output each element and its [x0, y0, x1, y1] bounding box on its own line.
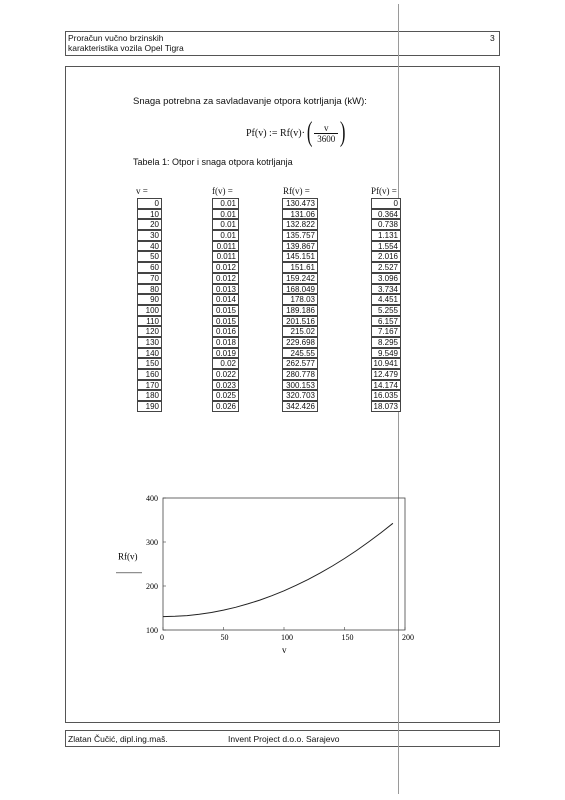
- column-f: [212, 198, 239, 412]
- column-v: [137, 198, 162, 412]
- R-cell: 215.02: [282, 326, 318, 337]
- R-cell: 280.778: [282, 369, 318, 380]
- col-header-v: v =: [136, 186, 148, 196]
- formula-numerator: v: [324, 122, 329, 133]
- formula-paren-left: (: [306, 117, 313, 148]
- f-cell: 0.01: [212, 219, 239, 230]
- R-cell: 245.55: [282, 348, 318, 359]
- y-tick-label: 400: [146, 494, 158, 503]
- formula: [246, 116, 348, 150]
- col-header-P: Pf(v) =: [371, 186, 397, 196]
- v-cell: 170: [137, 380, 162, 391]
- col-header-R: Rf(v) =: [283, 186, 310, 196]
- v-cell: 160: [137, 369, 162, 380]
- v-cell: 0: [137, 198, 162, 209]
- R-cell: 130.473: [282, 198, 318, 209]
- P-cell: 0.364: [371, 209, 401, 220]
- P-cell: 4.451: [371, 294, 401, 305]
- f-cell: 0.01: [212, 198, 239, 209]
- P-cell: 6.157: [371, 316, 401, 327]
- v-cell: 120: [137, 326, 162, 337]
- chart-xlabel: v: [282, 645, 287, 655]
- chart-ticks: [146, 494, 414, 642]
- R-cell: 189.186: [282, 305, 318, 316]
- f-cell: 0.018: [212, 337, 239, 348]
- v-cell: 180: [137, 390, 162, 401]
- header-title-line2: karakteristika vozila Opel Tigra: [68, 43, 184, 53]
- P-cell: 16.035: [371, 390, 401, 401]
- y-tick-label: 100: [146, 626, 158, 635]
- y-tick-label: 200: [146, 582, 158, 591]
- R-cell: 320.703: [282, 390, 318, 401]
- table-caption: Tabela 1: Otpor i snaga otpora kotrljanja: [133, 157, 293, 167]
- P-cell: 8.295: [371, 337, 401, 348]
- header-title: [68, 33, 184, 53]
- P-cell: 2.527: [371, 262, 401, 273]
- P-cell: 3.734: [371, 284, 401, 295]
- v-cell: 10: [137, 209, 162, 220]
- R-cell: 300.153: [282, 380, 318, 391]
- R-cell: 131.06: [282, 209, 318, 220]
- rolling-resistance-chart: [100, 490, 420, 660]
- f-cell: 0.015: [212, 316, 239, 327]
- chart-plot-box: [163, 498, 405, 630]
- v-cell: 90: [137, 294, 162, 305]
- R-cell: 342.426: [282, 401, 318, 412]
- column-P: [371, 198, 401, 412]
- chart-ylabel: Rf(v): [118, 551, 138, 562]
- v-cell: 70: [137, 273, 162, 284]
- R-cell: 262.577: [282, 358, 318, 369]
- header-title-line1: Proračun vučno brzinskih: [68, 33, 164, 43]
- f-cell: 0.01: [212, 230, 239, 241]
- R-cell: 229.698: [282, 337, 318, 348]
- v-cell: 150: [137, 358, 162, 369]
- v-cell: 50: [137, 251, 162, 262]
- f-cell: 0.02: [212, 358, 239, 369]
- R-cell: 178.03: [282, 294, 318, 305]
- formula-lhs: Pf(v) := Rf(v)·: [246, 127, 305, 139]
- x-tick-label: 150: [341, 633, 354, 642]
- v-cell: 190: [137, 401, 162, 412]
- f-cell: 0.011: [212, 241, 239, 252]
- col-header-f: f(v) =: [212, 186, 233, 196]
- x-tick-label: 100: [281, 633, 293, 642]
- P-cell: 0: [371, 198, 401, 209]
- f-cell: 0.016: [212, 326, 239, 337]
- P-cell: 0.738: [371, 219, 401, 230]
- footer-author: Zlatan Čučić, dipl.ing.maš.: [68, 734, 168, 744]
- P-cell: 10.941: [371, 358, 401, 369]
- R-cell: 132.822: [282, 219, 318, 230]
- R-cell: 145.151: [282, 251, 318, 262]
- v-cell: 30: [137, 230, 162, 241]
- v-cell: 110: [137, 316, 162, 327]
- chart-series: [163, 523, 393, 616]
- f-cell: 0.011: [212, 251, 239, 262]
- P-cell: 7.167: [371, 326, 401, 337]
- P-cell: 3.096: [371, 273, 401, 284]
- R-cell: 151.61: [282, 262, 318, 273]
- v-cell: 40: [137, 241, 162, 252]
- P-cell: 1.554: [371, 241, 401, 252]
- P-cell: 18.073: [371, 401, 401, 412]
- f-cell: 0.015: [212, 305, 239, 316]
- y-tick-label: 300: [146, 538, 158, 547]
- v-cell: 80: [137, 284, 162, 295]
- R-cell: 159.242: [282, 273, 318, 284]
- R-cell: 135.757: [282, 230, 318, 241]
- v-cell: 100: [137, 305, 162, 316]
- P-cell: 2.016: [371, 251, 401, 262]
- P-cell: 12.479: [371, 369, 401, 380]
- x-tick-label: 0: [160, 633, 164, 642]
- x-tick-label: 50: [220, 633, 229, 642]
- f-cell: 0.012: [212, 273, 239, 284]
- f-cell: 0.01: [212, 209, 239, 220]
- v-cell: 60: [137, 262, 162, 273]
- P-cell: 1.131: [371, 230, 401, 241]
- f-cell: 0.022: [212, 369, 239, 380]
- f-cell: 0.025: [212, 390, 239, 401]
- v-cell: 20: [137, 219, 162, 230]
- intro-text: Snaga potrebna za savladavanje otpora kotrljanja (kW):: [133, 96, 367, 107]
- formula-fraction: [314, 123, 338, 144]
- f-cell: 0.023: [212, 380, 239, 391]
- f-cell: 0.012: [212, 262, 239, 273]
- f-cell: 0.013: [212, 284, 239, 295]
- P-cell: 14.174: [371, 380, 401, 391]
- v-cell: 140: [137, 348, 162, 359]
- P-cell: 5.255: [371, 305, 401, 316]
- formula-denominator: 3600: [317, 133, 336, 144]
- v-cell: 130: [137, 337, 162, 348]
- f-cell: 0.026: [212, 401, 239, 412]
- x-tick-label: 200: [402, 633, 414, 642]
- chart-axes: [163, 498, 405, 630]
- series-line: [163, 523, 393, 616]
- R-cell: 201.516: [282, 316, 318, 327]
- f-cell: 0.019: [212, 348, 239, 359]
- page-number: 3: [490, 33, 495, 43]
- f-cell: 0.014: [212, 294, 239, 305]
- P-cell: 9.549: [371, 348, 401, 359]
- footer-company: Invent Project d.o.o. Sarajevo: [228, 734, 340, 744]
- R-cell: 139.867: [282, 241, 318, 252]
- formula-paren-right: ): [340, 117, 346, 148]
- R-cell: 168.049: [282, 284, 318, 295]
- column-R: [282, 198, 318, 412]
